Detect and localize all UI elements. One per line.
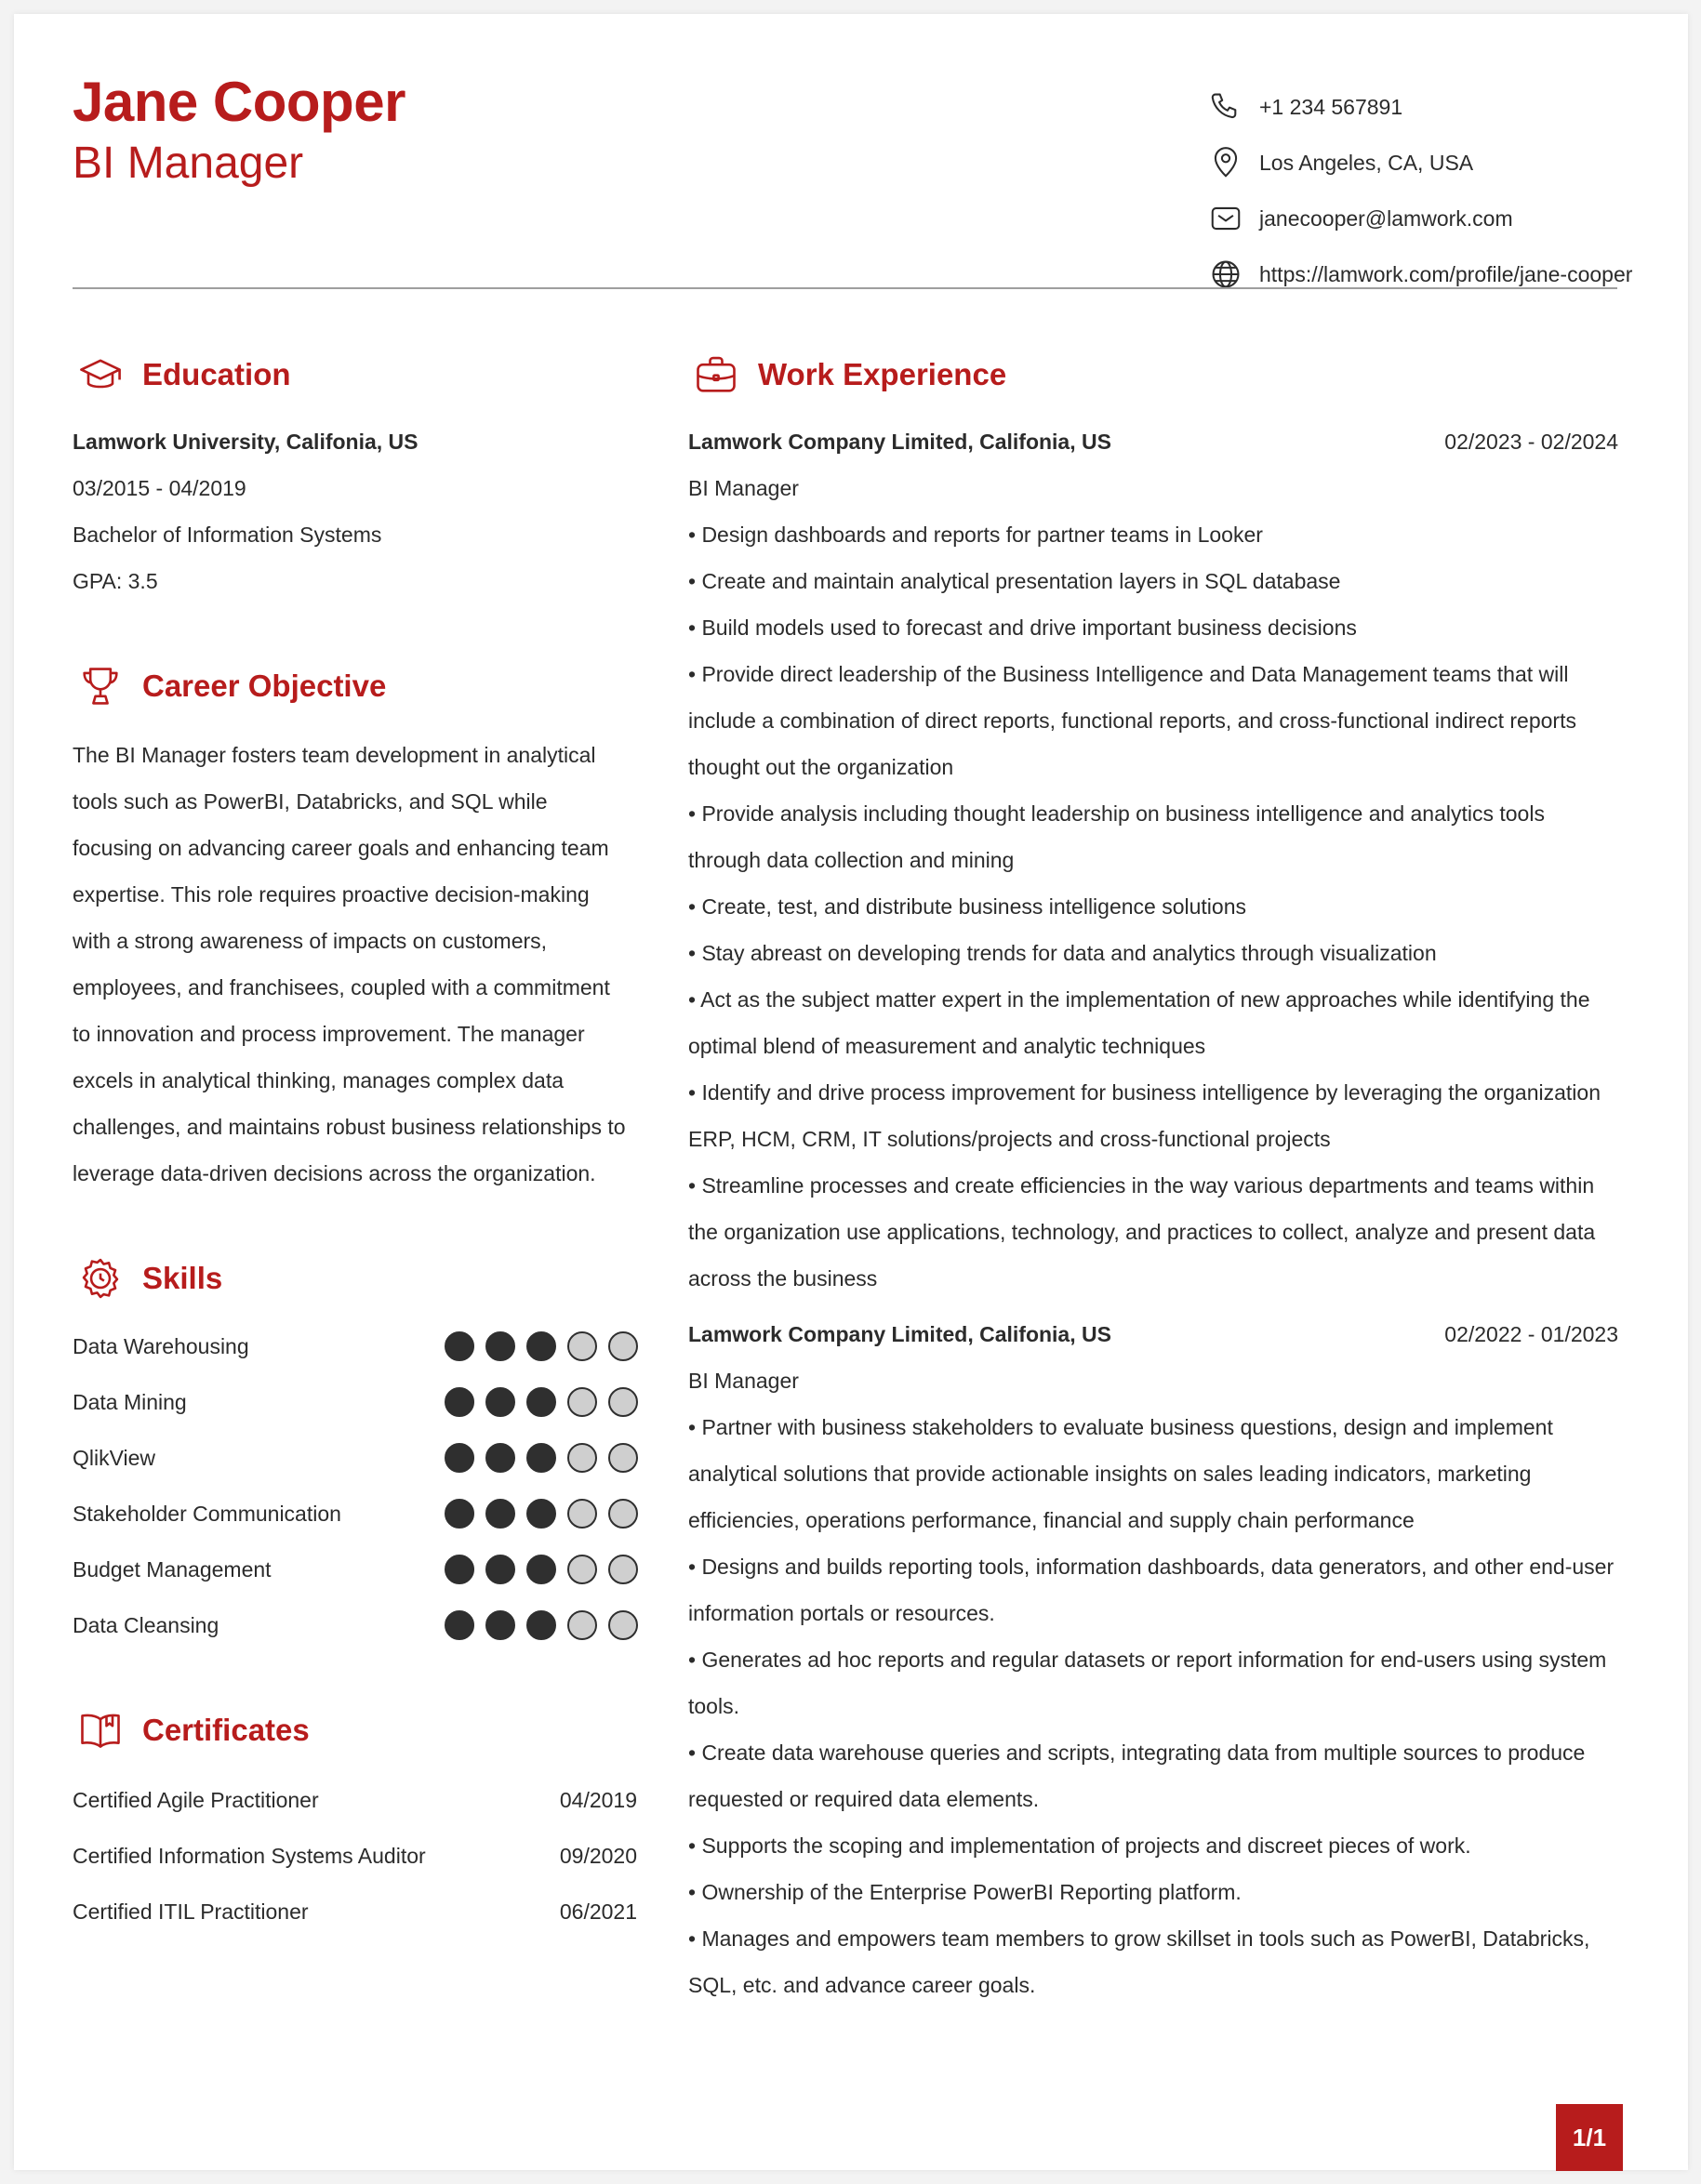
job-bullet: • Act as the subject matter expert in the implementation of new approaches while identifying the optimal blend of measurement and analytic techniques <box>688 987 1590 1058</box>
job-company: Lamwork Company Limited, Califonia, US <box>688 1322 1111 1346</box>
job-bullets <box>688 511 1623 1302</box>
rating-dot-filled <box>526 1443 556 1473</box>
certificate-row <box>73 1772 637 1828</box>
mail-icon <box>1207 200 1244 237</box>
contact-email-text[interactable]: janecooper@lamwork.com <box>1259 205 1513 231</box>
rating-dot-filled <box>445 1443 474 1473</box>
section-title: Career Objective <box>142 668 387 703</box>
rating-dot-filled <box>445 1387 474 1417</box>
rating-dot-filled <box>485 1387 515 1417</box>
education-heading <box>73 347 291 403</box>
book-icon <box>73 1702 128 1758</box>
rating-dot-empty <box>608 1443 638 1473</box>
job-bullet: • Provide analysis including thought leadership on business intelligence and analytics tools through data collection and mining <box>688 801 1545 872</box>
rating-dot-filled <box>485 1555 515 1584</box>
resume-page <box>14 14 1688 2170</box>
objective-heading <box>73 658 386 714</box>
certificate-row <box>73 1884 637 1939</box>
rating-dot-empty <box>567 1331 597 1361</box>
certificate-row <box>73 1828 637 1884</box>
work-heading <box>688 347 1006 403</box>
rating-dot-filled <box>526 1499 556 1529</box>
skill-level-rating <box>445 1499 638 1529</box>
education-school: Lamwork University, Califonia, US <box>73 430 419 454</box>
job-role: BI Manager <box>688 1369 799 1393</box>
certificate-name: Certified Information Systems Auditor <box>73 1843 426 1868</box>
skill-name: Data Warehousing <box>73 1333 249 1358</box>
rating-dot-empty <box>567 1499 597 1529</box>
job-bullet: • Provide direct leadership of the Business Intelligence and Data Management teams that will include a combination of direct reports, functional reports, and cross-functional indirect reports thought out the organization <box>688 662 1576 779</box>
rating-dot-filled <box>485 1331 515 1361</box>
skill-level-rating <box>445 1443 638 1473</box>
section-title: Education <box>142 357 291 391</box>
job-bullet: • Partner with business stakeholders to evaluate business questions, design and implement analytical solutions that provide actionable insights on sales leading indicators, marketing efficiencies, operations performance, financial and supply chain performance <box>688 1415 1553 1532</box>
contact-website[interactable] <box>1207 246 1635 302</box>
rating-dot-empty <box>608 1499 638 1529</box>
header-divider <box>73 287 1617 289</box>
skill-level-rating <box>445 1387 638 1417</box>
rating-dot-empty <box>608 1331 638 1361</box>
contact-location-text: Los Angeles, CA, USA <box>1259 150 1474 175</box>
job-bullet: • Create data warehouse queries and scripts, integrating data from multiple sources to produce requested or required data elements. <box>688 1741 1586 1811</box>
job-bullet: • Create, test, and distribute business intelligence solutions <box>688 894 1246 919</box>
rating-dot-filled <box>485 1499 515 1529</box>
education-degree: Bachelor of Information Systems <box>73 523 382 547</box>
skill-row <box>73 1542 640 1597</box>
rating-dot-filled <box>445 1555 474 1584</box>
rating-dot-empty <box>567 1443 597 1473</box>
contact-website-text[interactable]: https://lamwork.com/profile/jane-cooper <box>1259 261 1633 286</box>
job-bullets <box>688 1404 1623 2008</box>
skill-row <box>73 1597 640 1653</box>
contact-email[interactable] <box>1207 191 1635 246</box>
rating-dot-filled <box>526 1555 556 1584</box>
contact-phone-text: +1 234 567891 <box>1259 94 1403 119</box>
rating-dot-filled <box>526 1331 556 1361</box>
job-dates: 02/2023 - 02/2024 <box>1444 430 1618 454</box>
certificate-date: 06/2021 <box>559 1899 637 1924</box>
job-bullet: • Manages and empowers team members to grow skillset in tools such as PowerBI, Databricks, SQL, etc. and advance career goals. <box>688 1926 1590 1997</box>
contact-location <box>1207 135 1635 191</box>
job-bullet: • Streamline processes and create efficiencies in the way various departments and teams within the organization use applications, technology, and practices to collect, analyze and present data across the business <box>688 1173 1596 1291</box>
graduation-cap-icon <box>73 347 128 403</box>
job-bullet: • Ownership of the Enterprise PowerBI Reporting platform. <box>688 1880 1242 1904</box>
section-title: Work Experience <box>758 357 1007 391</box>
skill-level-rating <box>445 1555 638 1584</box>
job-bullet: • Build models used to forecast and drive important business decisions <box>688 615 1357 640</box>
gear-clock-icon <box>73 1251 128 1306</box>
certificates-heading <box>73 1702 310 1758</box>
skill-name: Stakeholder Communication <box>73 1501 341 1526</box>
rating-dot-filled <box>445 1499 474 1529</box>
job-header <box>688 430 1618 455</box>
job-bullet: • Identify and drive process improvement for business intelligence by leveraging the organization ERP, HCM, CRM, IT solutions/projects and cross-functional projects <box>688 1080 1601 1151</box>
skill-name: Data Mining <box>73 1389 187 1414</box>
rating-dot-filled <box>485 1443 515 1473</box>
rating-dot-empty <box>567 1610 597 1640</box>
skill-level-rating <box>445 1331 638 1361</box>
skill-row <box>73 1430 640 1486</box>
rating-dot-empty <box>608 1387 638 1417</box>
education-gpa: GPA: 3.5 <box>73 569 158 593</box>
certificate-name: Certified ITIL Practitioner <box>73 1899 309 1924</box>
skill-level-rating <box>445 1610 638 1640</box>
rating-dot-filled <box>445 1331 474 1361</box>
rating-dot-empty <box>567 1387 597 1417</box>
job-bullet: • Generates ad hoc reports and regular datasets or report information for end-users using system tools. <box>688 1648 1607 1718</box>
trophy-icon <box>73 658 128 714</box>
skill-name: QlikView <box>73 1445 156 1470</box>
certificate-date: 04/2019 <box>559 1787 637 1812</box>
briefcase-icon <box>688 347 744 403</box>
section-title: Certificates <box>142 1713 310 1747</box>
rating-dot-filled <box>445 1610 474 1640</box>
page-indicator[interactable]: 1/1 <box>1556 2104 1623 2171</box>
skills-heading <box>73 1251 222 1306</box>
section-title: Skills <box>142 1261 223 1295</box>
rating-dot-filled <box>526 1610 556 1640</box>
job-company: Lamwork Company Limited, Califonia, US <box>688 430 1111 454</box>
rating-dot-empty <box>608 1610 638 1640</box>
skill-row <box>73 1318 640 1374</box>
skill-row <box>73 1374 640 1430</box>
skill-name: Budget Management <box>73 1556 272 1582</box>
job-bullet: • Supports the scoping and implementation of projects and discreet pieces of work. <box>688 1833 1471 1858</box>
certificate-name: Certified Agile Practitioner <box>73 1787 319 1812</box>
phone-icon <box>1207 88 1244 126</box>
skill-row <box>73 1486 640 1542</box>
job-bullet: • Designs and builds reporting tools, information dashboards, data generators, and other end-user information portals or resources. <box>688 1555 1615 1625</box>
candidate-name: Jane Cooper <box>73 71 405 133</box>
job-dates: 02/2022 - 01/2023 <box>1444 1322 1618 1346</box>
job-bullet: • Design dashboards and reports for partner teams in Looker <box>688 523 1263 547</box>
contact-phone <box>1207 79 1635 135</box>
job-bullet: • Stay abreast on developing trends for data and analytics through visualization <box>688 941 1437 965</box>
location-pin-icon <box>1207 144 1244 181</box>
objective-text: The BI Manager fosters team development in analytical tools such as PowerBI, Databricks, and SQL while focusing on advancing career goals and enhancing team expertise. This role requires proactive decision-making with a strong awareness of impacts on customers, employees, and franchisees, coupled with a commitment to innovation and process improvement. The manager excels in analytical thinking, manages complex data challenges, and maintains robust business relationships to leverage data-driven decisions across the organization. <box>73 743 626 1185</box>
rating-dot-empty <box>608 1555 638 1584</box>
certificate-date: 09/2020 <box>559 1843 637 1868</box>
job-bullet: • Create and maintain analytical presentation layers in SQL database <box>688 569 1341 593</box>
contact-list <box>1207 79 1635 302</box>
job-role: BI Manager <box>688 476 799 500</box>
rating-dot-empty <box>567 1555 597 1584</box>
rating-dot-filled <box>485 1610 515 1640</box>
skill-name: Data Cleansing <box>73 1612 219 1637</box>
education-dates: 03/2015 - 04/2019 <box>73 476 246 500</box>
rating-dot-filled <box>526 1387 556 1417</box>
job-header <box>688 1322 1618 1347</box>
candidate-role: BI Manager <box>73 139 304 188</box>
